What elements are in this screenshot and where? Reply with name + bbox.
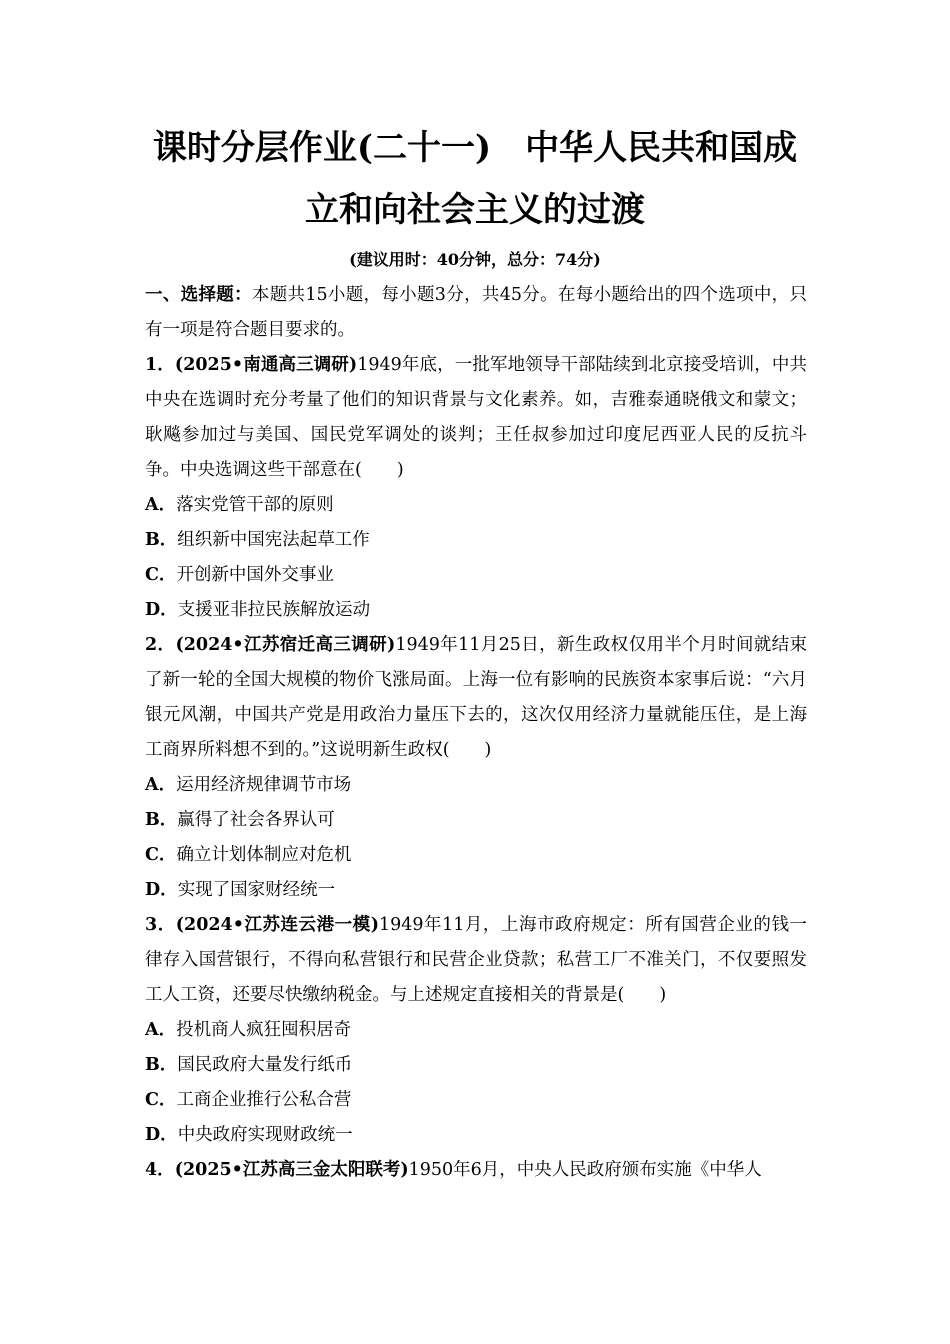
option-b[interactable] <box>145 523 807 558</box>
option-letter: C． <box>145 845 177 865</box>
option-letter: B． <box>145 810 178 830</box>
option-d[interactable] <box>145 593 807 628</box>
option-a[interactable] <box>145 768 807 803</box>
option-text: 开创新中国外交事业 <box>176 565 334 585</box>
section-instructions <box>145 278 807 348</box>
page-title-line-2: 立和向社会主义的过渡 <box>305 190 645 230</box>
question-4 <box>145 1153 807 1188</box>
question-stem <box>145 628 807 768</box>
question-text: 1949年底，一批军地领导干部陆续到北京接受培训，中共中央在选调时充分考量了他们的知识背景与文化素养。如，吉雅泰通晓俄文和蒙文；耿飚参加过与美国、国民党军调处的谈判；王任叔参加过印度尼西亚人民的反抗斗争。中央选调这些干部意在( ) <box>145 355 807 480</box>
option-text: 落实党管干部的原则 <box>176 495 334 515</box>
option-letter: B． <box>145 530 178 550</box>
option-text: 国民政府大量发行纸币 <box>177 1055 353 1075</box>
option-text: 支援亚非拉民族解放运动 <box>177 600 371 620</box>
option-a[interactable] <box>145 488 807 523</box>
question-1 <box>145 348 807 628</box>
option-letter: D． <box>145 1125 178 1145</box>
option-a[interactable] <box>145 1013 807 1048</box>
option-text: 中央政府实现财政统一 <box>177 1125 353 1145</box>
section-label: 一、选择题： <box>145 285 252 305</box>
section-text: 本题共15小题，每小题3分，共45分。在每小题给出的四个选项中，只有一项是符合题目要求的。 <box>145 285 807 340</box>
option-text: 运用经济规律调节市场 <box>176 775 352 795</box>
question-source: (2025•南通高三调研) <box>174 355 358 375</box>
question-text: 1949年11月，上海市政府规定：所有国营企业的钱一律存入国营银行，不得向私营银行和民营企业贷款；私营工厂不准关门，不仅要照发工人工资，还要尽快缴纳税金。与上述规定直接相关的背景是( ) <box>145 915 807 1005</box>
option-c[interactable] <box>145 558 807 593</box>
option-letter: A． <box>145 1020 177 1040</box>
option-b[interactable] <box>145 803 807 838</box>
question-number: 3． <box>145 915 176 935</box>
question-2 <box>145 628 807 908</box>
question-number: 2． <box>145 635 176 655</box>
option-d[interactable] <box>145 873 807 908</box>
option-c[interactable] <box>145 1083 807 1118</box>
question-text: 1949年11月25日，新生政权仅用半个月时间就结束了新一轮的全国大规模的物价飞涨局面。上海一位有影响的民族资本家事后说：“六月银元风潮，中国共产党是用政治力量压下去的，这次仅用经济力量就能压住，是上海工商界所料想不到的。”这说明新生政权( ) <box>145 635 807 760</box>
question-number: 4． <box>145 1160 175 1180</box>
option-d[interactable] <box>145 1118 807 1153</box>
question-stem <box>145 1153 807 1188</box>
question-source: (2024•江苏宿迁高三调研) <box>175 635 396 655</box>
option-c[interactable] <box>145 838 807 873</box>
option-b[interactable] <box>145 1048 807 1083</box>
option-letter: D． <box>145 600 178 620</box>
option-letter: B． <box>145 1055 178 1075</box>
question-3 <box>145 908 807 1153</box>
page-title-line-1: 课时分层作业(二十一) 中华人民共和国成 <box>152 128 798 168</box>
question-stem <box>145 348 807 488</box>
option-text: 工商企业推行公私合营 <box>176 1090 352 1110</box>
option-letter: A． <box>145 495 177 515</box>
option-letter: C． <box>145 565 177 585</box>
option-letter: D． <box>145 880 178 900</box>
time-score-note: (建议用时：40分钟，总分：74分) <box>349 250 601 269</box>
option-text: 投机商人疯狂囤积居奇 <box>176 1020 352 1040</box>
option-text: 赢得了社会各界认可 <box>177 810 335 830</box>
option-text: 确立计划体制应对危机 <box>176 845 352 865</box>
question-stem <box>145 908 807 1013</box>
question-number: 1． <box>145 355 175 375</box>
document-body <box>145 278 807 1188</box>
option-letter: C． <box>145 1090 177 1110</box>
question-source: (2024•江苏连云港一模) <box>175 915 379 935</box>
question-text: 1950年6月，中央人民政府颁布实施《中华人 <box>408 1160 762 1180</box>
option-text: 实现了国家财经统一 <box>177 880 336 900</box>
option-letter: A． <box>145 775 177 795</box>
option-text: 组织新中国宪法起草工作 <box>177 530 370 550</box>
question-source: (2025•江苏高三金太阳联考) <box>174 1160 409 1180</box>
